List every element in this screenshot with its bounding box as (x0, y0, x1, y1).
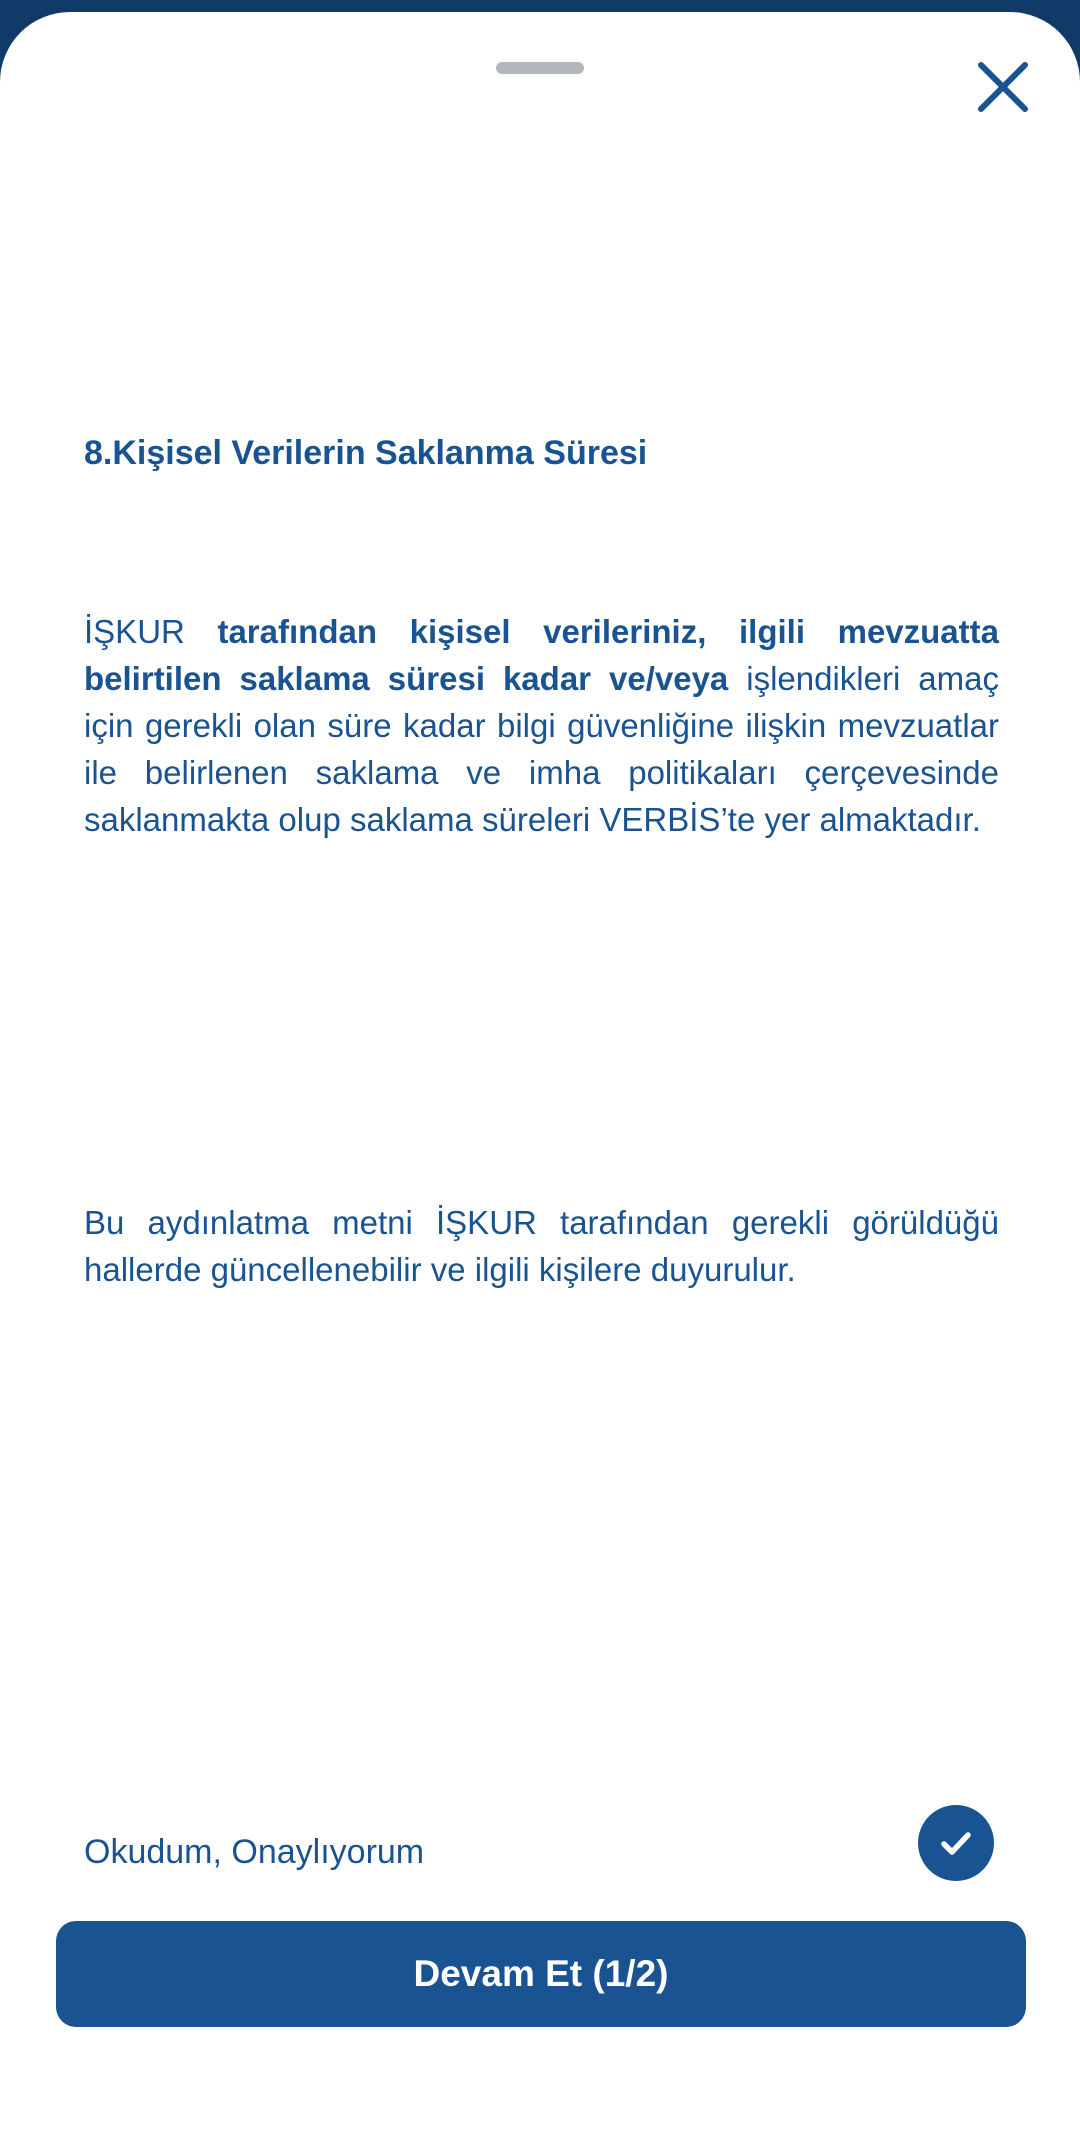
retention-paragraph (84, 608, 999, 843)
close-button[interactable] (964, 48, 1042, 126)
drag-handle[interactable] (496, 62, 584, 74)
update-paragraph: Bu aydınlatma metni İŞKUR tarafından gerekli görüldüğü hallerde güncellenebilir ve ilgili kişilere duyurulur. (84, 1204, 999, 1288)
check-icon (940, 1827, 972, 1859)
section-title: 8.Kişisel Verilerin Saklanma Süresi (84, 434, 648, 472)
consent-label: Okudum, Onaylıyorum (84, 1833, 425, 1871)
paragraph-text: İŞKUR (84, 613, 218, 650)
continue-button[interactable]: Devam Et (1/2) (56, 1921, 1026, 2027)
bottom-sheet (0, 12, 1080, 2142)
paragraph-text: işlendikleri amaç için gerekli olan süre kadar bilgi güvenliğine ilişkin mevzuatlar ile belirlenen saklama ve imha politikaları çerçevesinde saklanmakta olup saklama süreleri VERBİS’te yer almaktadır. (84, 660, 999, 838)
paragraph-bold-text: tarafından kişisel verileriniz, ilgili mevzuatta belirtilen saklama süresi kadar ve/veya (84, 613, 999, 697)
close-icon (977, 61, 1029, 113)
consent-checkbox[interactable] (918, 1805, 994, 1881)
